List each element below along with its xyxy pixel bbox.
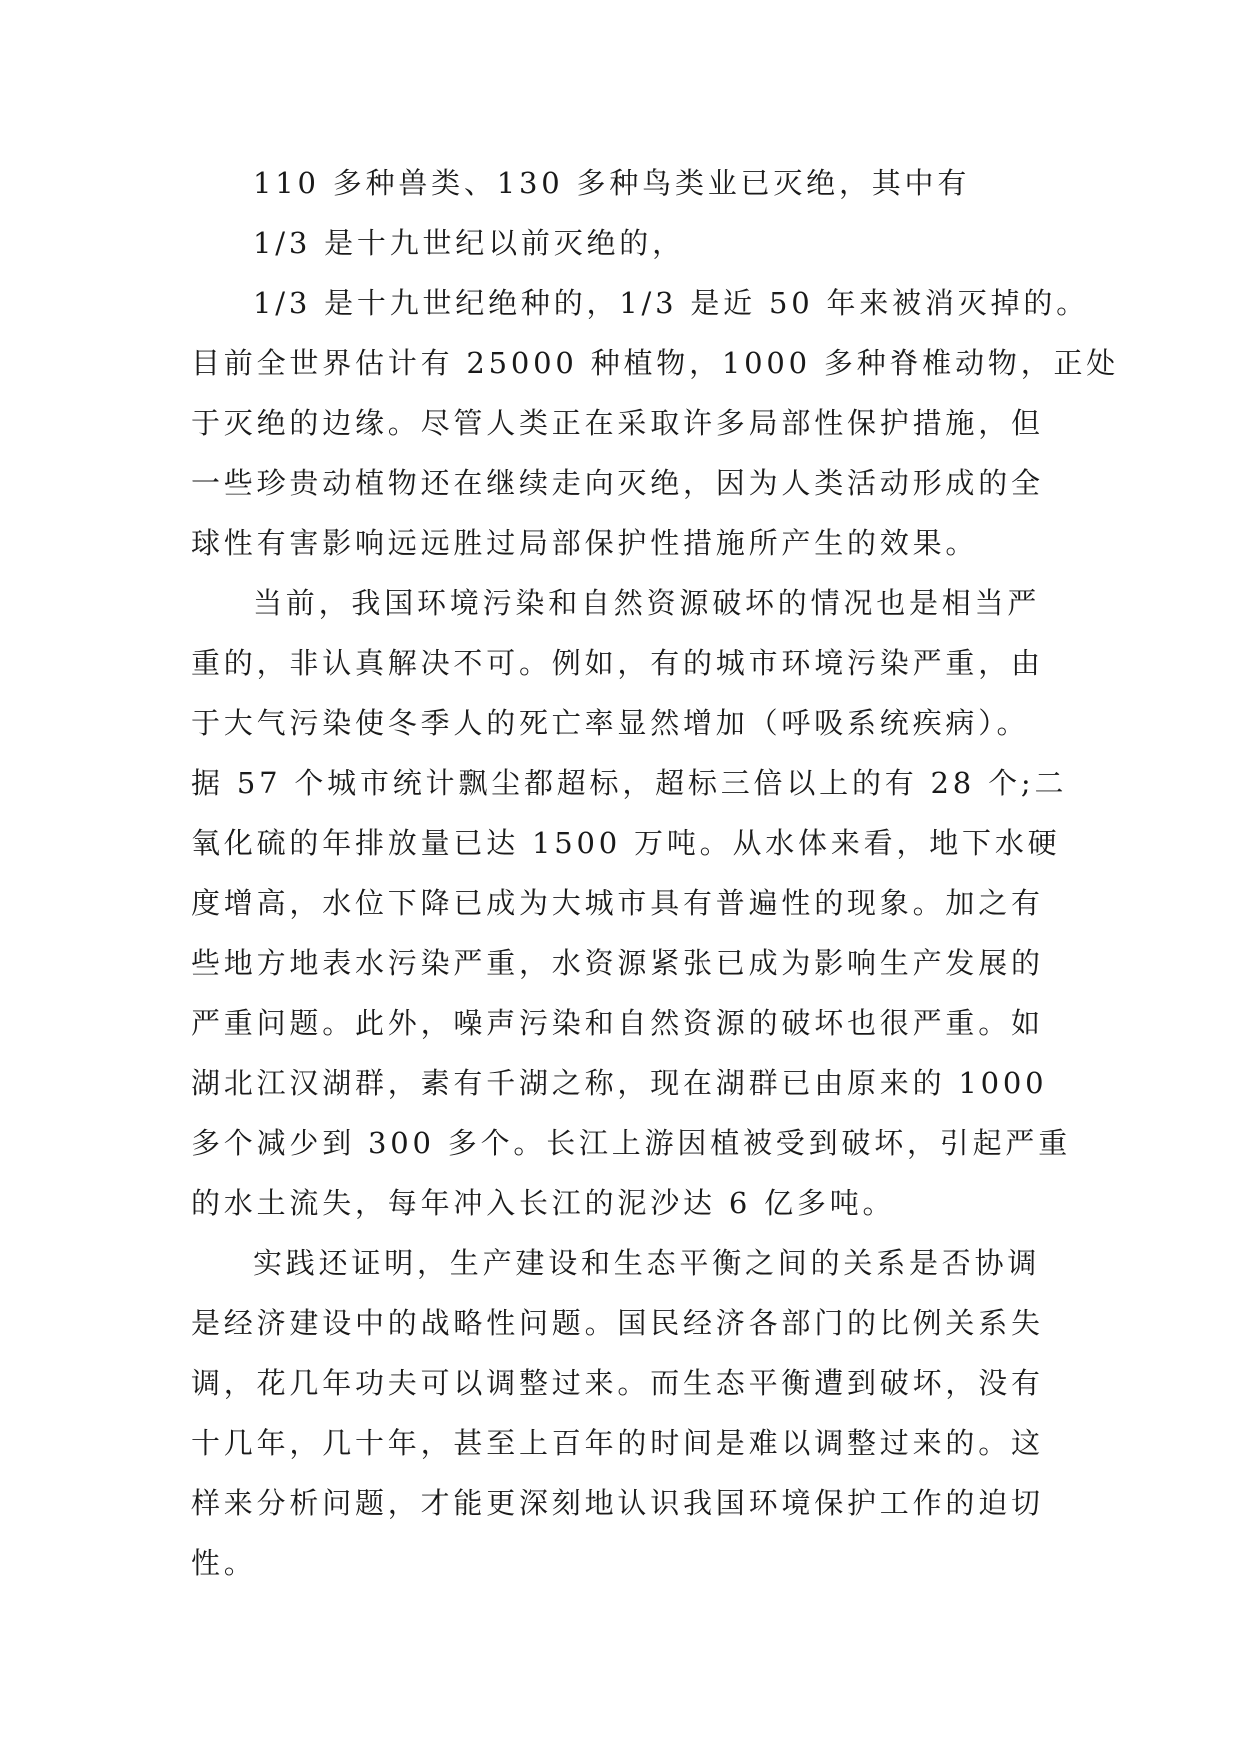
text-line: 110 多种兽类、130 多种鸟类业已灭绝，其中有 [253, 166, 971, 200]
text-line: 样来分析问题，才能更深刻地认识我国环境保护工作的迫切 [191, 1486, 1044, 1520]
text-line: 1/3 是十九世纪绝种的，1/3 是近 50 年来被消灭掉的。 [253, 286, 1089, 320]
text-line: 的水土流失，每年冲入长江的泥沙达 6 亿多吨。 [191, 1186, 896, 1220]
text-line: 球性有害影响远远胜过局部保护性措施所产生的效果。 [191, 526, 979, 560]
text-line: 目前全世界估计有 25000 种植物，1000 多种脊椎动物，正处 [191, 346, 1120, 380]
text-line: 实践还证明，生产建设和生态平衡之间的关系是否协调 [253, 1246, 1041, 1280]
text-line: 些地方地表水污染严重，水资源紧张已成为影响生产发展的 [191, 946, 1044, 980]
text-line: 重的，非认真解决不可。例如，有的城市环境污染严重，由 [191, 646, 1044, 680]
text-line: 十几年，几十年，甚至上百年的时间是难以调整过来的。这 [191, 1426, 1044, 1460]
text-line: 度增高，水位下降已成为大城市具有普遍性的现象。加之有 [191, 886, 1044, 920]
text-line: 据 57 个城市统计飘尘都超标，超标三倍以上的有 28 个;二 [191, 766, 1068, 800]
text-line: 多个减少到 300 多个。长江上游因植被受到破坏，引起严重 [191, 1126, 1071, 1160]
text-line: 氧化硫的年排放量已达 1500 万吨。从水体来看，地下水硬 [191, 826, 1061, 860]
text-line: 严重问题。此外，噪声污染和自然资源的破坏也很严重。如 [191, 1006, 1044, 1040]
text-line: 当前，我国环境污染和自然资源破坏的情况也是相当严 [253, 586, 1041, 620]
text-line: 于灭绝的边缘。尽管人类正在采取许多局部性保护措施，但 [191, 406, 1044, 440]
text-line: 1/3 是十九世纪以前灭绝的， [253, 226, 685, 260]
text-line: 调，花几年功夫可以调整过来。而生态平衡遭到破坏，没有 [191, 1366, 1044, 1400]
text-line: 一些珍贵动植物还在继续走向灭绝，因为人类活动形成的全 [191, 466, 1044, 500]
text-line: 于大气污染使冬季人的死亡率显然增加（呼吸系统疾病）。 [191, 706, 1030, 740]
text-line: 性。 [191, 1546, 257, 1580]
text-line: 是经济建设中的战略性问题。国民经济各部门的比例关系失 [191, 1306, 1044, 1340]
text-line: 湖北江汉湖群，素有千湖之称，现在湖群已由原来的 1000 [191, 1066, 1048, 1100]
